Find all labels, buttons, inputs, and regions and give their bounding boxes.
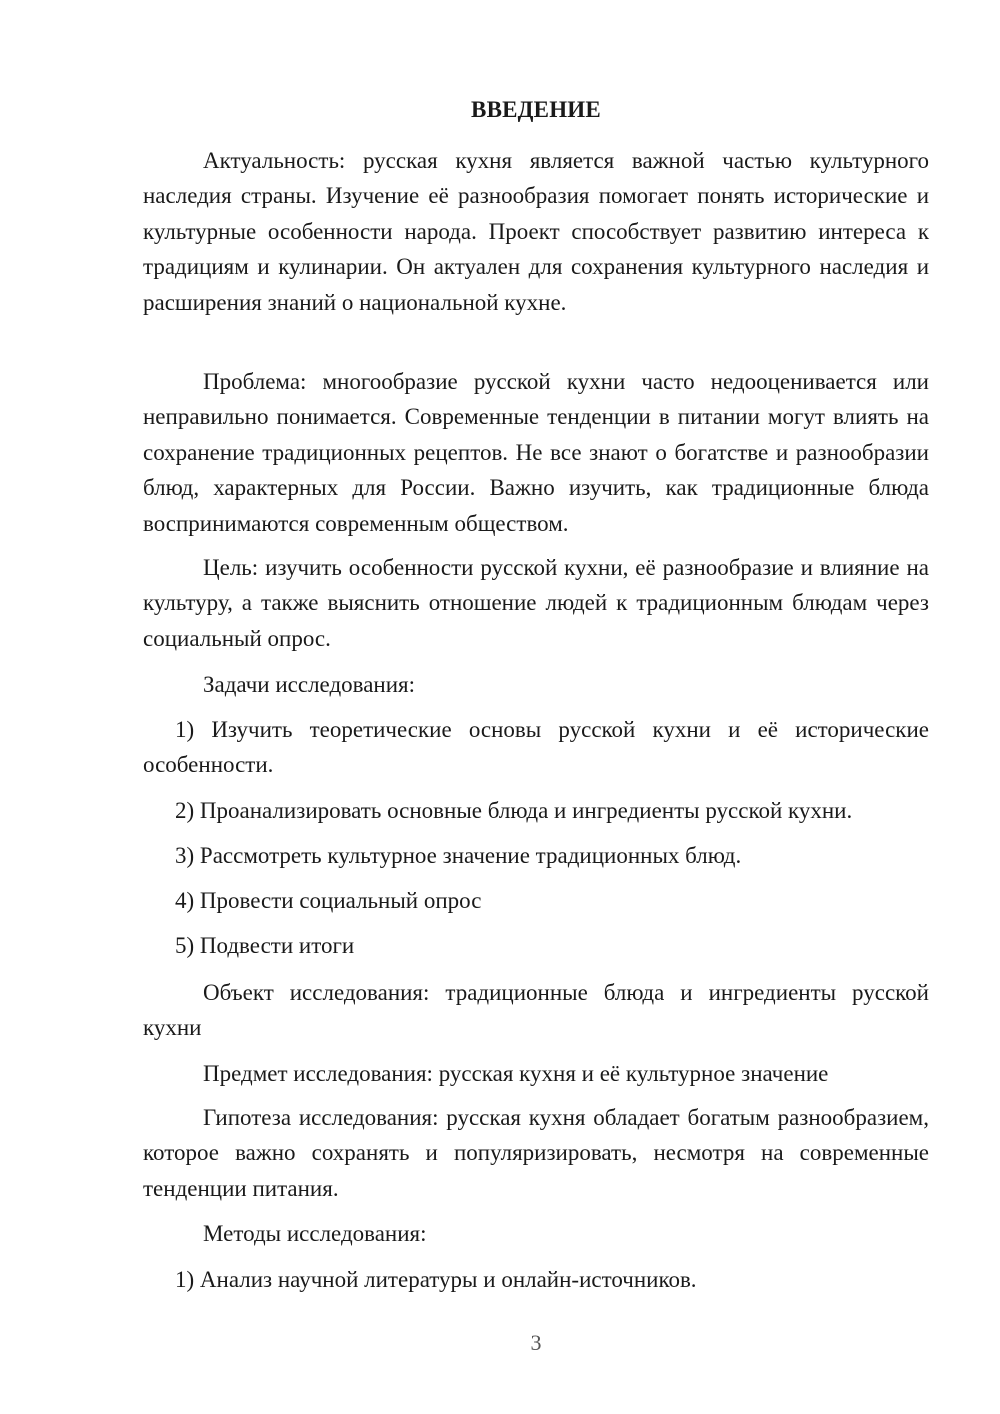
task-item-3: 3) Рассмотреть культурное значение традиционных блюд.	[175, 843, 742, 868]
task-item-1: 1) Изучить теоретические основы русской кухни и её исторические особенности.	[143, 717, 929, 778]
methods-title: Методы исследования:	[203, 1221, 427, 1246]
relevance-paragraph: Актуальность: русская кухня является важной частью культурного наследия страны. Изучение её разнообразия помогает понять исторические и культурные особенности народа. Проект способствует развитию интереса к традициям и кулинарии. Он актуален для сохранения культурного наследия и расширения знаний о национальной кухне.	[143, 148, 929, 315]
goal-paragraph: Цель: изучить особенности русской кухни, её разнообразие и влияние на культуру, а также выяснить отношение людей к традиционным блюдам через социальный опрос.	[143, 555, 929, 651]
tasks-title: Задачи исследования:	[203, 672, 416, 697]
task-item-5: 5) Подвести итоги	[175, 933, 355, 958]
task-item-4: 4) Провести социальный опрос	[175, 888, 482, 913]
task-item-2: 2) Проанализировать основные блюда и ингредиенты русской кухни.	[175, 798, 853, 823]
subject-paragraph: Предмет исследования: русская кухня и её культурное значение	[203, 1061, 829, 1086]
object-paragraph: Объект исследования: традиционные блюда и ингредиенты русской кухни	[143, 980, 929, 1041]
method-item-1: 1) Анализ научной литературы и онлайн-источников.	[175, 1267, 697, 1292]
page-number: 3	[530, 1330, 542, 1355]
hypothesis-paragraph: Гипотеза исследования: русская кухня обладает богатым разнообразием, которое важно сохранять и популяризировать, несмотря на современные тенденции питания.	[143, 1105, 929, 1201]
problem-paragraph: Проблема: многообразие русской кухни часто недооценивается или неправильно понимается. Современные тенденции в питании могут влиять на сохранение традиционных рецептов. Не все знают о богатстве и разнообразии блюд, характерных для России. Важно изучить, как традиционные блюда воспринимаются современным обществом.	[143, 369, 929, 536]
section-heading: ВВЕДЕНИЕ	[471, 97, 601, 122]
